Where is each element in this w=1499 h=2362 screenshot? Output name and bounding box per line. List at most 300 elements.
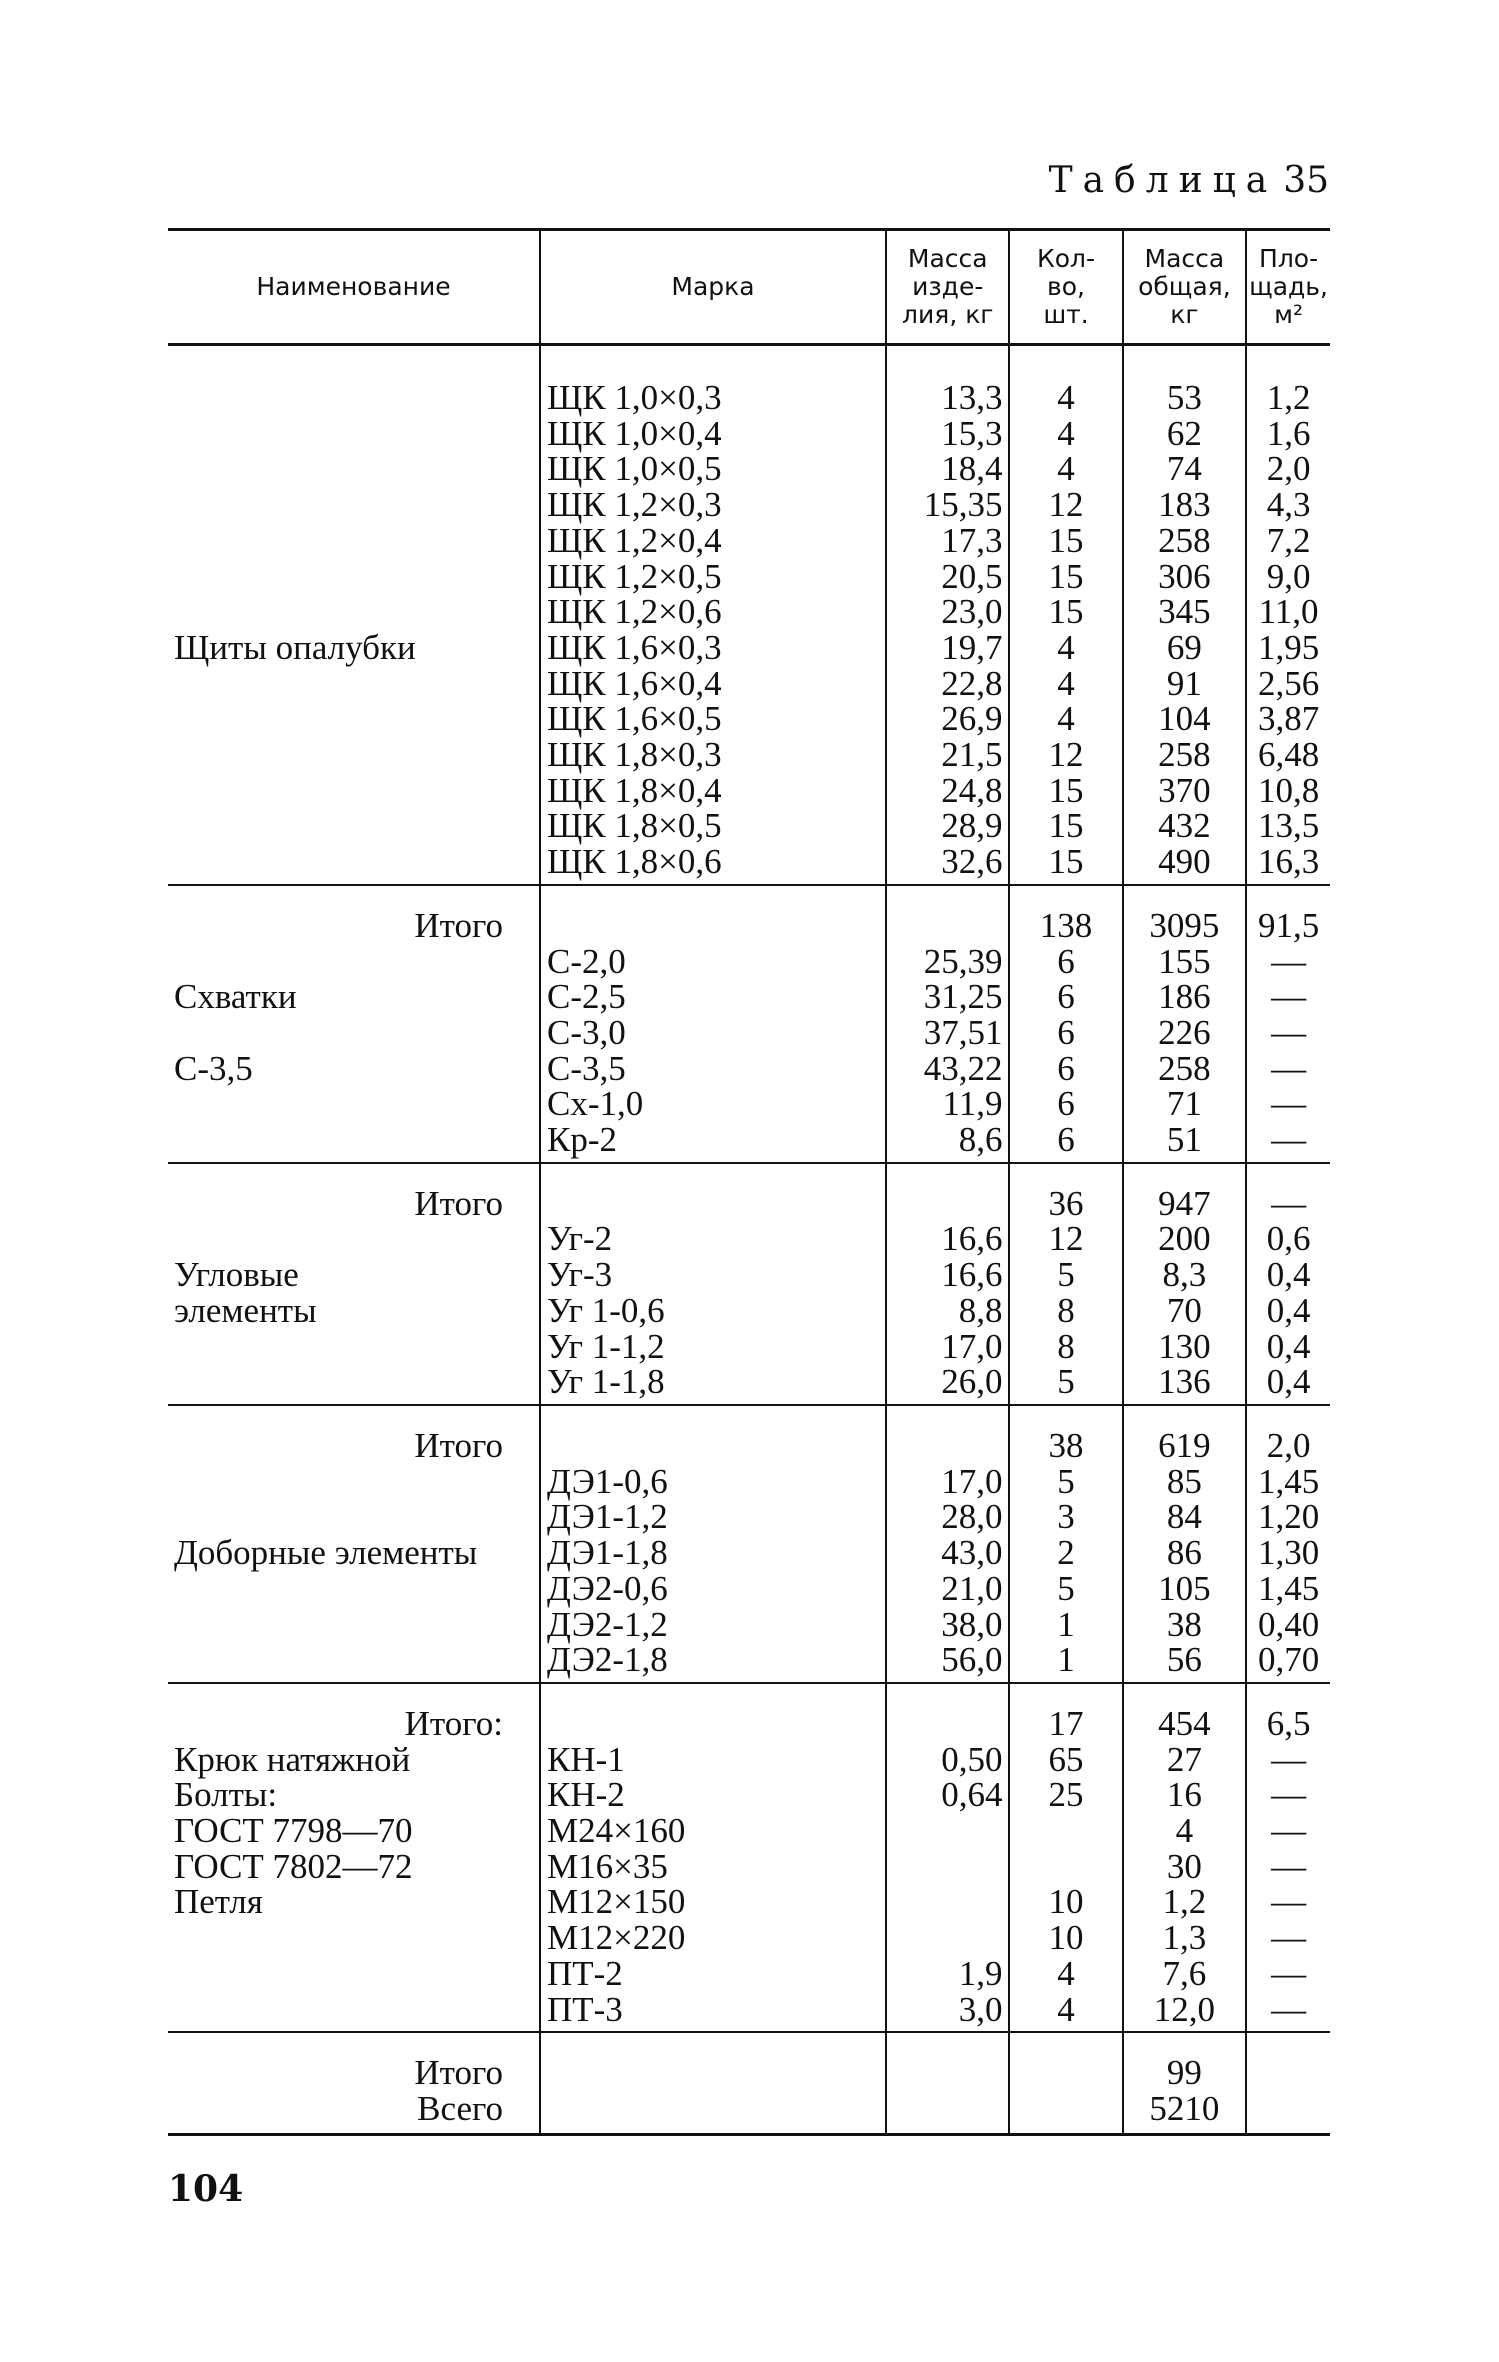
total-mass-value: 306 bbox=[1158, 556, 1211, 596]
count-value: 5 bbox=[1057, 1255, 1075, 1295]
area-value: 0,4 bbox=[1266, 1290, 1311, 1330]
total-mass-value: 62 bbox=[1166, 413, 1202, 453]
area-value: — bbox=[1271, 1739, 1307, 1779]
subtotal-label: Итого bbox=[414, 1425, 503, 1465]
cell-mark bbox=[540, 1405, 886, 1683]
subtotal-unit-mass bbox=[893, 1428, 1002, 1464]
count-value: 4 bbox=[1057, 627, 1075, 667]
table-group bbox=[168, 345, 1330, 885]
mark-value: ЩК 1,8×0,6 bbox=[546, 842, 722, 882]
mark-value: ДЭ1-0,6 bbox=[546, 1461, 668, 1501]
subtotal-unit-mass bbox=[893, 1706, 1002, 1742]
unit-mass-value: 8,6 bbox=[958, 1120, 1003, 1160]
mark-value: М12×150 bbox=[546, 1882, 686, 1922]
subtotal-label: Итого bbox=[414, 1183, 503, 1223]
total-mass-value: 74 bbox=[1166, 449, 1202, 489]
unit-mass-value: 25,39 bbox=[923, 941, 1003, 981]
mark-value: М12×220 bbox=[546, 1918, 686, 1958]
table-group bbox=[168, 885, 1330, 1163]
total-mass-value: 183 bbox=[1158, 485, 1211, 525]
subtotal-area: 2,0 bbox=[1266, 1425, 1311, 1465]
count-value: 15 bbox=[1048, 842, 1084, 882]
total-mass-value: 86 bbox=[1166, 1533, 1202, 1573]
cell-mark bbox=[540, 2032, 886, 2134]
mark-value: Уг-3 bbox=[546, 1255, 613, 1295]
unit-mass-value: 56,0 bbox=[941, 1640, 1003, 1680]
header-area: Пло- щадь, м² bbox=[1246, 230, 1330, 345]
unit-mass-value: 16,6 bbox=[941, 1219, 1003, 1259]
subtotal-mark bbox=[547, 1706, 879, 1742]
unit-mass-value bbox=[893, 1920, 1002, 1956]
area-value: 3,87 bbox=[1257, 699, 1320, 739]
total-mass-value: 69 bbox=[1166, 627, 1202, 667]
group-name-line: Доборные элементы bbox=[174, 1533, 478, 1573]
mark-value: КН-1 bbox=[546, 1739, 625, 1779]
area-value: 2,56 bbox=[1257, 663, 1320, 703]
count-value: 15 bbox=[1048, 806, 1084, 846]
header-total-mass: Масса общая, кг bbox=[1123, 230, 1247, 345]
area-value: 1,2 bbox=[1266, 378, 1311, 417]
caption-number: 35 bbox=[1283, 160, 1329, 201]
header-name: Наименование bbox=[168, 230, 540, 345]
mark-value: ДЭ1-1,8 bbox=[546, 1533, 668, 1573]
unit-mass-value: 21,5 bbox=[941, 735, 1003, 775]
unit-mass-value: 0,64 bbox=[941, 1775, 1003, 1815]
mark-value: ДЭ1-1,2 bbox=[546, 1497, 668, 1537]
count-value: 4 bbox=[1057, 378, 1075, 417]
count-value: 25 bbox=[1048, 1775, 1084, 1815]
total-mass-value: 1,2 bbox=[1162, 1882, 1207, 1922]
area-value: 10,8 bbox=[1257, 770, 1320, 810]
count-value: 15 bbox=[1048, 556, 1084, 596]
count-value: 4 bbox=[1057, 699, 1075, 739]
cell-total-mass bbox=[1123, 2032, 1247, 2134]
count-value: 4 bbox=[1057, 1989, 1075, 2029]
unit-mass-value: 18,4 bbox=[941, 449, 1003, 489]
total-mass-value: 16 bbox=[1166, 1775, 1202, 1815]
total-mass-value: 258 bbox=[1158, 520, 1211, 560]
page-number: 104 bbox=[168, 2168, 244, 2210]
mark-value: ЩК 1,0×0,5 bbox=[546, 449, 722, 489]
count-value: 6 bbox=[1057, 941, 1075, 981]
cell-mark bbox=[540, 885, 886, 1163]
subtotal-total-mass: 3095 bbox=[1149, 905, 1220, 945]
area-value: 9,0 bbox=[1266, 556, 1311, 596]
unit-mass-value: 26,0 bbox=[941, 1362, 1003, 1402]
cell-total-mass bbox=[1123, 1683, 1247, 2032]
count-value: 12 bbox=[1048, 1219, 1084, 1259]
count-value: 12 bbox=[1048, 485, 1084, 525]
final-totals-row bbox=[168, 2032, 1330, 2134]
unit-mass-value: 17,0 bbox=[941, 1461, 1003, 1501]
total-mass-value: 155 bbox=[1158, 941, 1211, 981]
count-value: 4 bbox=[1057, 449, 1075, 489]
count-value: 12 bbox=[1048, 735, 1084, 775]
subtotal-mark bbox=[547, 908, 879, 944]
cell-area bbox=[1246, 1163, 1330, 1405]
count-value: 8 bbox=[1057, 1326, 1075, 1366]
mark-value: С-3,5 bbox=[546, 1048, 626, 1088]
unit-mass-value: 31,25 bbox=[923, 977, 1003, 1017]
group-name-line: Схватки bbox=[174, 977, 297, 1017]
unit-mass-value: 3,0 bbox=[958, 1989, 1003, 2029]
count-value: 6 bbox=[1057, 1048, 1075, 1088]
count-value: 4 bbox=[1057, 663, 1075, 703]
cell-area bbox=[1246, 1405, 1330, 1683]
subtotal-total-mass: 947 bbox=[1158, 1183, 1211, 1223]
mark-value: ЩК 1,8×0,4 bbox=[546, 770, 722, 810]
cell-unit-mass bbox=[886, 1405, 1009, 1683]
area-value: — bbox=[1271, 1989, 1307, 2029]
group-name-line bbox=[174, 1499, 533, 1535]
table-group bbox=[168, 1683, 1330, 2032]
area-value: — bbox=[1271, 1120, 1307, 1160]
unit-mass-value: 13,3 bbox=[941, 378, 1003, 417]
subtotal-area: 6,5 bbox=[1266, 1703, 1311, 1743]
subtotal-total-mass: 454 bbox=[1158, 1703, 1211, 1743]
cell-mark bbox=[540, 1683, 886, 2032]
area-value: — bbox=[1271, 1084, 1307, 1124]
mark-value: Уг-2 bbox=[546, 1219, 613, 1259]
cell-count bbox=[1009, 885, 1122, 1163]
group-name-line bbox=[174, 1015, 533, 1051]
unit-mass-value: 11,9 bbox=[942, 1084, 1003, 1124]
area-value: 0,6 bbox=[1266, 1219, 1311, 1259]
area-value: 0,40 bbox=[1257, 1604, 1320, 1644]
unit-mass-value: 28,9 bbox=[941, 806, 1003, 846]
unit-mass-value: 32,6 bbox=[941, 842, 1003, 882]
area-value: — bbox=[1271, 977, 1307, 1017]
subtotal-count: 36 bbox=[1048, 1183, 1084, 1223]
area-value: — bbox=[1271, 1882, 1307, 1922]
mark-value: М24×160 bbox=[546, 1811, 686, 1851]
total-mass-value: 432 bbox=[1158, 806, 1211, 846]
count-value: 8 bbox=[1057, 1290, 1075, 1330]
count-value: 3 bbox=[1057, 1497, 1075, 1537]
area-value: — bbox=[1271, 1953, 1307, 1993]
count-value: 10 bbox=[1048, 1918, 1084, 1958]
unit-mass-value: 38,0 bbox=[941, 1604, 1003, 1644]
mark-value: ЩК 1,2×0,5 bbox=[546, 556, 722, 596]
area-value: 6,48 bbox=[1257, 735, 1320, 775]
mark-value: М16×35 bbox=[546, 1846, 668, 1886]
final-total-label: Итого bbox=[414, 2053, 503, 2093]
subtotal-unit-mass bbox=[893, 908, 1002, 944]
cell-name bbox=[168, 1405, 540, 1683]
count-value bbox=[1016, 1813, 1115, 1849]
count-value: 15 bbox=[1048, 770, 1084, 810]
group-name-line bbox=[174, 944, 533, 980]
count-value: 4 bbox=[1057, 413, 1075, 453]
count-value: 1 bbox=[1057, 1640, 1075, 1680]
count-value: 6 bbox=[1057, 977, 1075, 1017]
area-value: 1,30 bbox=[1257, 1533, 1320, 1573]
mark-value: ЩК 1,6×0,4 bbox=[546, 663, 722, 703]
mark-value: ПТ-3 bbox=[546, 1989, 623, 2029]
mark-value: С-2,0 bbox=[546, 941, 626, 981]
cell-unit-mass bbox=[886, 1163, 1009, 1405]
cell-name bbox=[168, 345, 540, 885]
mark-value: Сх-1,0 bbox=[546, 1084, 644, 1124]
cell-unit-mass bbox=[886, 2032, 1009, 2134]
mark-value: ЩК 1,0×0,3 bbox=[546, 378, 722, 417]
mark-value: Уг 1-0,6 bbox=[546, 1290, 665, 1330]
area-value: 16,3 bbox=[1257, 842, 1320, 882]
count-value: 4 bbox=[1057, 1953, 1075, 1993]
area-value: 1,45 bbox=[1257, 1461, 1320, 1501]
unit-mass-value: 16,6 bbox=[941, 1255, 1003, 1295]
subtotal-area: — bbox=[1271, 1183, 1307, 1223]
unit-mass-value: 20,5 bbox=[941, 556, 1003, 596]
total-mass-value: 490 bbox=[1158, 842, 1211, 882]
unit-mass-value: 15,3 bbox=[941, 413, 1003, 453]
group-name: Щиты опалубки bbox=[174, 627, 416, 667]
spacer bbox=[174, 523, 533, 559]
group-name-line: Болты: bbox=[174, 1775, 278, 1815]
count-value: 6 bbox=[1057, 1012, 1075, 1052]
unit-mass-value: 37,51 bbox=[923, 1012, 1003, 1052]
total-mass-value: 38 bbox=[1166, 1604, 1202, 1644]
cell-count bbox=[1009, 2032, 1122, 2134]
header-count: Кол- во, шт. bbox=[1009, 230, 1122, 345]
total-mass-value: 12,0 bbox=[1153, 1989, 1215, 2029]
unit-mass-value: 23,0 bbox=[941, 592, 1003, 632]
unit-mass-value bbox=[893, 1849, 1002, 1885]
total-mass-value: 345 bbox=[1158, 592, 1211, 632]
mark-value: ЩК 1,2×0,4 bbox=[546, 520, 722, 560]
subtotal-unit-mass bbox=[893, 1186, 1002, 1222]
header-unit-mass: Масса изде- лия, кг bbox=[886, 230, 1009, 345]
area-value: — bbox=[1271, 1811, 1307, 1851]
spacer bbox=[174, 451, 533, 487]
count-value: 5 bbox=[1057, 1362, 1075, 1402]
subtotal-mark bbox=[547, 1428, 879, 1464]
table-caption bbox=[1049, 160, 1329, 201]
area-value: — bbox=[1271, 1775, 1307, 1815]
group-name-line: элементы bbox=[174, 1290, 317, 1330]
unit-mass-value bbox=[893, 1884, 1002, 1920]
cell-total-mass bbox=[1123, 885, 1247, 1163]
unit-mass-value: 8,8 bbox=[958, 1290, 1003, 1330]
count-value: 15 bbox=[1048, 520, 1084, 560]
table-group bbox=[168, 1405, 1330, 1683]
mark-value: ДЭ2-1,2 bbox=[546, 1604, 668, 1644]
total-mass-value: 1,3 bbox=[1162, 1918, 1207, 1958]
spacer bbox=[174, 380, 533, 416]
header-row bbox=[168, 230, 1330, 345]
area-value: 1,6 bbox=[1266, 413, 1311, 453]
unit-mass-value: 1,9 bbox=[958, 1953, 1003, 1993]
total-mass-value: 71 bbox=[1166, 1084, 1202, 1124]
area-value: 0,70 bbox=[1257, 1640, 1320, 1680]
total-mass-value: 226 bbox=[1158, 1012, 1211, 1052]
total-mass-value: 258 bbox=[1158, 735, 1211, 775]
cell-count bbox=[1009, 1405, 1122, 1683]
mark-value: ДЭ2-0,6 bbox=[546, 1568, 668, 1608]
mark-value: Уг 1-1,8 bbox=[546, 1362, 665, 1402]
area-value: 4,3 bbox=[1266, 485, 1311, 525]
cell-unit-mass bbox=[886, 1683, 1009, 2032]
cell-count bbox=[1009, 345, 1122, 885]
unit-mass-value: 17,3 bbox=[941, 520, 1003, 560]
count-value: 6 bbox=[1057, 1084, 1075, 1124]
subtotal-area: 91,5 bbox=[1257, 905, 1320, 945]
count-value: 10 bbox=[1048, 1882, 1084, 1922]
count-value: 2 bbox=[1057, 1533, 1075, 1573]
area-value: 1,20 bbox=[1257, 1497, 1320, 1537]
mark-value: С-3,0 bbox=[546, 1012, 626, 1052]
mark-value: ЩК 1,8×0,3 bbox=[546, 735, 722, 775]
grand-total-mass: 5210 bbox=[1149, 2088, 1220, 2128]
header-mark: Марка bbox=[540, 230, 886, 345]
group-name-line bbox=[174, 1221, 533, 1257]
subtotal-count: 17 bbox=[1048, 1703, 1084, 1743]
cell-name bbox=[168, 885, 540, 1163]
cell-total-mass bbox=[1123, 1405, 1247, 1683]
group-name-line: ГОСТ 7798—70 bbox=[174, 1811, 413, 1851]
table-body bbox=[168, 345, 1330, 2135]
unit-mass-value: 21,0 bbox=[941, 1568, 1003, 1608]
spacer bbox=[174, 487, 533, 523]
unit-mass-value: 22,8 bbox=[941, 663, 1003, 703]
area-value: 0,4 bbox=[1266, 1255, 1311, 1295]
unit-mass-value: 43,22 bbox=[923, 1048, 1003, 1088]
total-mass-value: 104 bbox=[1158, 699, 1211, 739]
unit-mass-value: 24,8 bbox=[941, 770, 1003, 810]
total-mass-value: 70 bbox=[1166, 1290, 1202, 1330]
total-mass-value: 200 bbox=[1158, 1219, 1211, 1259]
cell-area bbox=[1246, 345, 1330, 885]
total-mass-value: 85 bbox=[1166, 1461, 1202, 1501]
unit-mass-value: 26,9 bbox=[941, 699, 1003, 739]
mark-value: КН-2 bbox=[546, 1775, 625, 1815]
total-mass-value: 53 bbox=[1166, 378, 1202, 417]
area-value: — bbox=[1271, 941, 1307, 981]
cell-total-mass bbox=[1123, 1163, 1247, 1405]
area-value: 2,0 bbox=[1266, 449, 1311, 489]
area-value: 0,4 bbox=[1266, 1326, 1311, 1366]
area-value: 1,45 bbox=[1257, 1568, 1320, 1608]
total-mass-value: 258 bbox=[1158, 1048, 1211, 1088]
subtotal-count: 138 bbox=[1039, 905, 1093, 945]
cell-area bbox=[1246, 885, 1330, 1163]
area-value: 7,2 bbox=[1266, 520, 1311, 560]
count-value bbox=[1016, 1849, 1115, 1885]
cell-unit-mass bbox=[886, 345, 1009, 885]
mark-value: ДЭ2-1,8 bbox=[546, 1640, 668, 1680]
unit-mass-value: 28,0 bbox=[941, 1497, 1003, 1537]
spacer bbox=[174, 416, 533, 452]
mark-value: ЩК 1,6×0,3 bbox=[546, 627, 722, 667]
mark-value: С-2,5 bbox=[546, 977, 626, 1017]
unit-mass-value bbox=[893, 1813, 1002, 1849]
area-value: 0,4 bbox=[1266, 1362, 1311, 1402]
count-value: 65 bbox=[1048, 1739, 1084, 1779]
group-name-line: С-3,5 bbox=[174, 1048, 253, 1088]
area-value: — bbox=[1271, 1012, 1307, 1052]
grand-total-label: Всего bbox=[417, 2088, 503, 2128]
cell-mark bbox=[540, 345, 886, 885]
total-mass-value: 105 bbox=[1158, 1568, 1211, 1608]
mark-value: Кр-2 bbox=[546, 1120, 617, 1160]
total-mass-value: 186 bbox=[1158, 977, 1211, 1017]
unit-mass-value: 17,0 bbox=[941, 1326, 1003, 1366]
group-name-line: Угловые bbox=[174, 1255, 299, 1295]
mark-value: ЩК 1,0×0,4 bbox=[546, 413, 722, 453]
final-total-mass: 99 bbox=[1166, 2053, 1202, 2093]
area-value: — bbox=[1271, 1048, 1307, 1088]
total-mass-value: 136 bbox=[1158, 1362, 1211, 1402]
cell-area bbox=[1246, 2032, 1330, 2134]
spacer bbox=[174, 594, 533, 630]
total-mass-value: 370 bbox=[1158, 770, 1211, 810]
cell-total-mass bbox=[1123, 345, 1247, 885]
total-mass-value: 130 bbox=[1158, 1326, 1211, 1366]
unit-mass-value: 19,7 bbox=[941, 627, 1003, 667]
mark-value: ЩК 1,2×0,3 bbox=[546, 485, 722, 525]
total-mass-value: 30 bbox=[1166, 1846, 1202, 1886]
spacer bbox=[174, 559, 533, 595]
cell-count bbox=[1009, 1683, 1122, 2032]
mark-value: ЩК 1,2×0,6 bbox=[546, 592, 722, 632]
total-mass-value: 7,6 bbox=[1162, 1953, 1207, 1993]
area-value: — bbox=[1271, 1918, 1307, 1958]
subtotal-mark bbox=[547, 1186, 879, 1222]
group-name-line bbox=[174, 1464, 533, 1500]
cell-name bbox=[168, 1683, 540, 2032]
area-value: — bbox=[1271, 1846, 1307, 1886]
count-value: 15 bbox=[1048, 592, 1084, 632]
mark-value: ЩК 1,8×0,5 bbox=[546, 806, 722, 846]
area-value: 1,95 bbox=[1257, 627, 1320, 667]
area-value: 11,0 bbox=[1258, 592, 1319, 632]
count-value: 5 bbox=[1057, 1568, 1075, 1608]
total-mass-value: 56 bbox=[1166, 1640, 1202, 1680]
total-mass-value: 8,3 bbox=[1162, 1255, 1207, 1295]
cell-mark bbox=[540, 1163, 886, 1405]
cell-area bbox=[1246, 1683, 1330, 2032]
caption-label: Таблица bbox=[1048, 160, 1278, 201]
mark-value: ЩК 1,6×0,5 bbox=[546, 699, 722, 739]
table-group bbox=[168, 1163, 1330, 1405]
total-mass-value: 84 bbox=[1166, 1497, 1202, 1537]
group-name-line: ГОСТ 7802—72 bbox=[174, 1846, 413, 1886]
total-mass-value: 51 bbox=[1166, 1120, 1202, 1160]
cell-unit-mass bbox=[886, 885, 1009, 1163]
total-mass-value: 27 bbox=[1166, 1739, 1202, 1779]
total-mass-value: 4 bbox=[1175, 1811, 1194, 1851]
mark-value: Уг 1-1,2 bbox=[546, 1326, 665, 1366]
subtotal-total-mass: 619 bbox=[1158, 1425, 1211, 1465]
subtotal-label: Итого bbox=[414, 905, 503, 945]
group-name-line: Петля bbox=[174, 1882, 263, 1922]
area-value: 13,5 bbox=[1257, 806, 1320, 846]
unit-mass-value: 0,50 bbox=[941, 1739, 1003, 1779]
subtotal-label: Итого: bbox=[404, 1703, 503, 1743]
cell-name bbox=[168, 2032, 540, 2134]
count-value: 6 bbox=[1057, 1120, 1075, 1160]
count-value: 1 bbox=[1057, 1604, 1075, 1644]
cell-name bbox=[168, 1163, 540, 1405]
unit-mass-value: 15,35 bbox=[923, 485, 1003, 525]
specification-table bbox=[168, 228, 1330, 2136]
subtotal-count: 38 bbox=[1048, 1425, 1084, 1465]
total-mass-value: 91 bbox=[1166, 663, 1202, 703]
mark-value: ПТ-2 bbox=[546, 1953, 623, 1993]
cell-count bbox=[1009, 1163, 1122, 1405]
unit-mass-value: 43,0 bbox=[941, 1533, 1003, 1573]
group-name-line: Крюк натяжной bbox=[174, 1739, 411, 1779]
